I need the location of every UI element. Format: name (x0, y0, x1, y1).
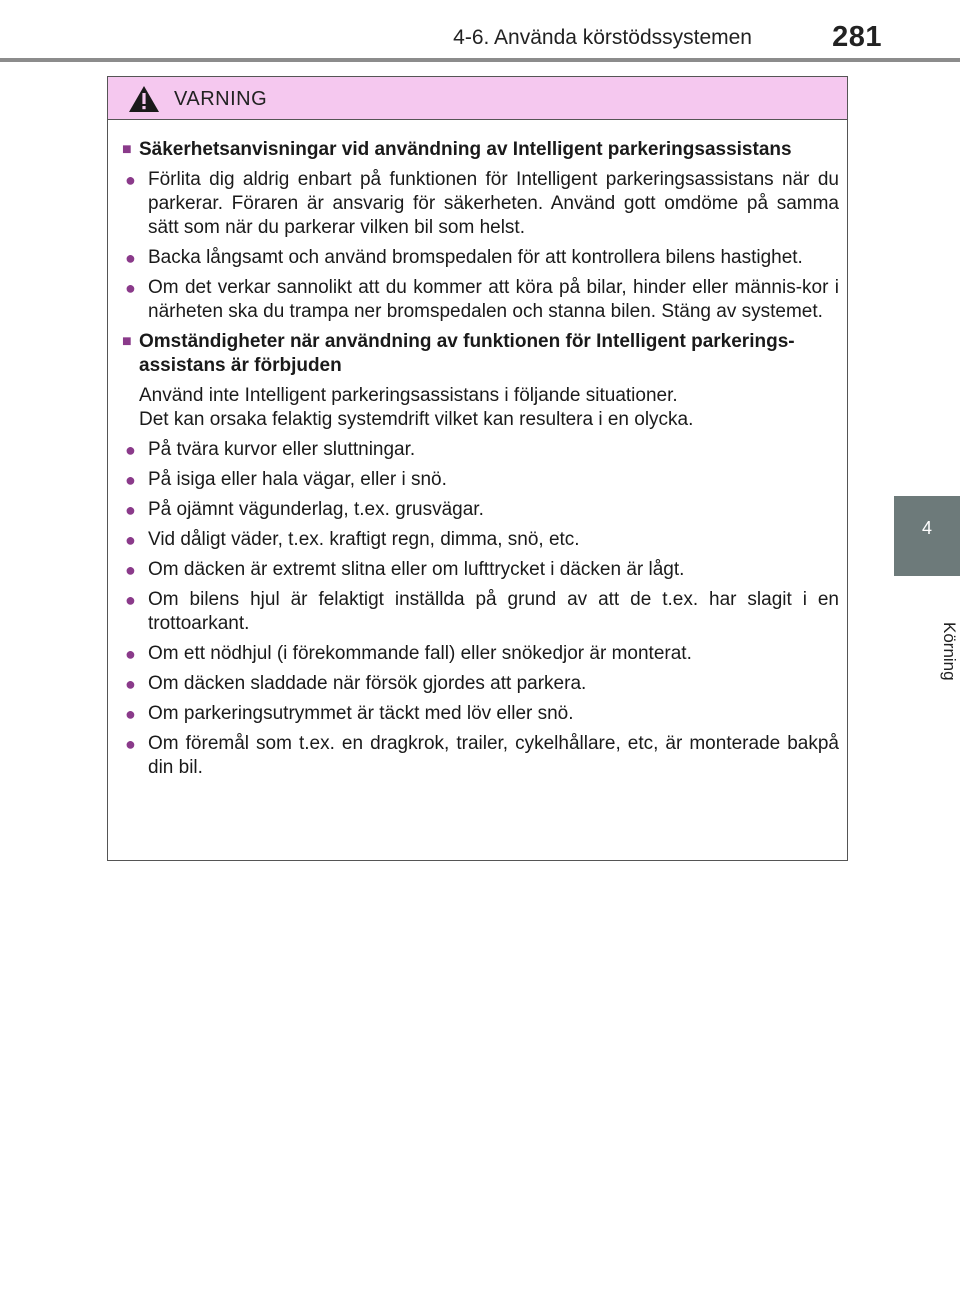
bullet-icon: ● (125, 590, 136, 610)
section-heading-text: Säkerhetsanvisningar vid användning av Intelligent parkeringsassistans (139, 139, 792, 160)
section-heading-text: Omständigheter när användning av funktionen för Intelligent parkerings-assistans är förbjuden (139, 331, 795, 376)
list-item: ● Om parkeringsutrymmet är täckt med löv eller snö. (122, 702, 839, 726)
chapter-tab (894, 496, 960, 576)
list-item: ● Om det verkar sannolikt att du kommer att köra på bilar, hinder eller männis-kor i närheten ska du trampa ner bromspedalen och stanna bilen. Stäng av systemet. (122, 276, 839, 324)
bullet-icon: ● (125, 734, 136, 754)
bullet-icon: ● (125, 560, 136, 580)
bullet-icon: ● (125, 170, 136, 190)
chapter-title: 4-6. Använda körstödssystemen (453, 26, 752, 49)
bullet-icon: ● (125, 278, 136, 298)
section-intro (122, 384, 839, 432)
list-item: ● På isiga eller hala vägar, eller i snö. (122, 468, 839, 492)
bullet-icon: ● (125, 674, 136, 694)
chapter-tab-label: Körning (940, 622, 959, 681)
bullet-icon: ● (125, 704, 136, 724)
chapter-tab-number: 4 (921, 518, 932, 538)
list-item: ● Förlita dig aldrig enbart på funktionen för Intelligent parkeringsassistans när du parkerar. Föraren är ansvarig för säkerheten. Använd gott omdöme på samma sätt som när du parkerar vilken bil som helst. (122, 168, 839, 240)
list-item: ● Om bilens hjul är felaktigt inställda på grund av att de t.ex. har slagit i en trottoarkant. (122, 588, 839, 636)
bullet-icon: ● (125, 644, 136, 664)
section-heading (122, 138, 839, 162)
header-divider (0, 58, 960, 62)
warning-triangle-icon (128, 85, 160, 113)
list-item: ● På tvära kurvor eller sluttningar. (122, 438, 839, 462)
page-header (0, 0, 960, 64)
warning-content (108, 120, 847, 780)
bullet-icon: ● (125, 248, 136, 268)
bullet-icon: ● (125, 500, 136, 520)
page-number: 281 (832, 21, 882, 53)
intro-line: Det kan orsaka felaktig systemdrift vilket kan resultera i en olycka. (139, 409, 694, 430)
list-item: ● Backa långsamt och använd bromspedalen för att kontrollera bilens hastighet. (122, 246, 839, 270)
intro-line: Använd inte Intelligent parkeringsassistans i följande situationer. (139, 385, 678, 406)
list-item: ● Vid dåligt väder, t.ex. kraftigt regn, dimma, snö, etc. (122, 528, 839, 552)
bullet-icon: ● (125, 440, 136, 460)
list-item: ● På ojämnt vägunderlag, t.ex. grusvägar. (122, 498, 839, 522)
list-item: ● Om däcken sladdade när försök gjordes att parkera. (122, 672, 839, 696)
list-item: ● Om föremål som t.ex. en dragkrok, trailer, cykelhållare, etc, är monterade bakpå din bil. (122, 732, 839, 780)
warning-box (107, 76, 848, 861)
list-item: ● Om däcken är extremt slitna eller om lufttrycket i däcken är lågt. (122, 558, 839, 582)
square-bullet-icon: ■ (122, 333, 132, 350)
section-heading (122, 330, 839, 378)
warning-header (108, 77, 847, 120)
list-item: ● Om ett nödhjul (i förekommande fall) eller snökedjor är monterat. (122, 642, 839, 666)
square-bullet-icon: ■ (122, 141, 132, 158)
warning-title: VARNING (174, 88, 268, 110)
bullet-icon: ● (125, 530, 136, 550)
bullet-icon: ● (125, 470, 136, 490)
